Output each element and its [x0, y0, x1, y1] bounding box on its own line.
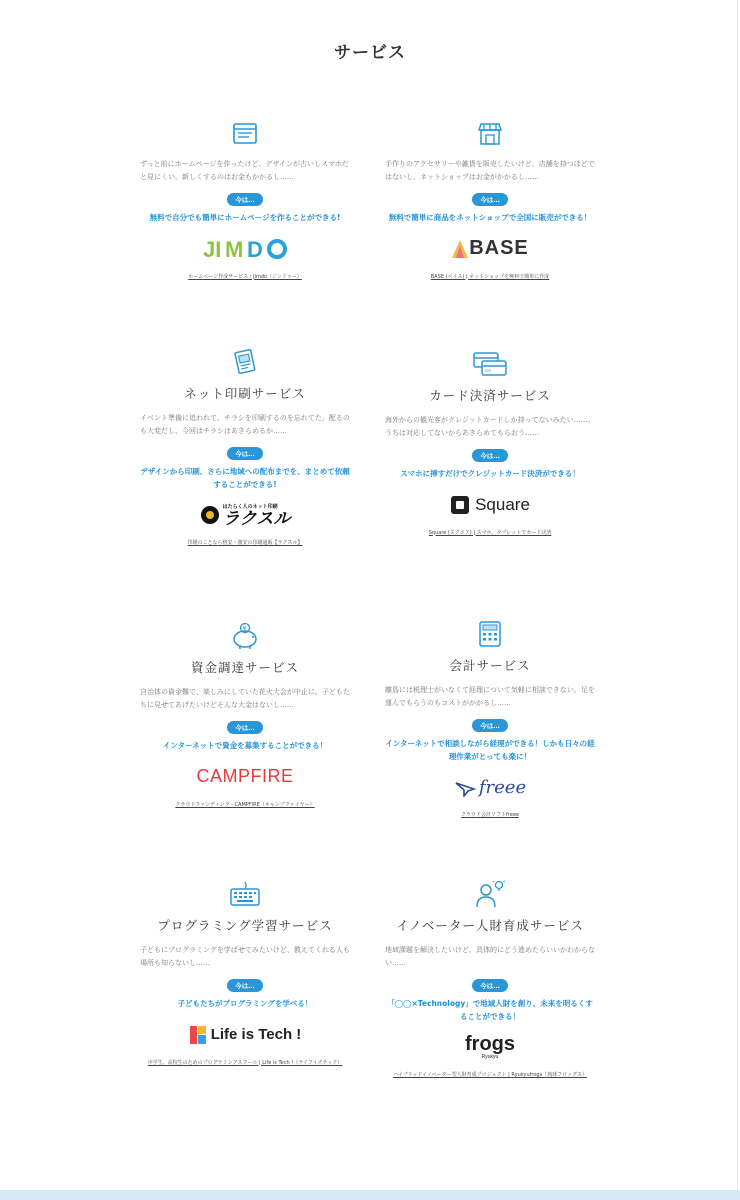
service-card-lifeistech — [140, 880, 350, 1068]
scrollbar-track[interactable] — [737, 0, 738, 1190]
square-logo[interactable] — [385, 491, 595, 519]
service-link[interactable]: Square (スクエア) | スマホ、タブレットでカード決済 — [428, 529, 552, 536]
service-link[interactable]: 印刷のことなら格安・激安の印刷通販【ラクスル】 — [187, 540, 303, 546]
page-title: サービス — [334, 43, 406, 63]
now-badge: 今は… — [472, 449, 508, 462]
service-title: プログラミング学習サービス — [157, 918, 333, 933]
frogs-logo-sub: Ryukyu — [481, 1054, 499, 1060]
service-card-frogs — [385, 880, 595, 1080]
now-badge: 今は… — [472, 719, 508, 732]
svg-text:M: M — [225, 237, 244, 260]
service-card-freee — [385, 620, 595, 820]
now-badge: 今は… — [227, 447, 263, 460]
service-catchcopy: スマホに挿すだけでクレジットカード決済ができる！ — [400, 469, 580, 478]
lifeistech-logo[interactable] — [140, 1021, 350, 1049]
base-logo-text: BASE — [469, 237, 529, 259]
service-title: 会計サービス — [449, 658, 531, 673]
service-link[interactable]: クラウド会計ソフトfreee — [461, 812, 519, 818]
credit-card-icon — [385, 350, 595, 378]
service-link[interactable]: ホームページ作成サービス・Jimdo（ジンドゥー） — [188, 273, 302, 280]
service-description: 地域課題を解決したいけど、具体的にどう進めたらいいかわからない…… — [385, 946, 595, 967]
service-card-square — [385, 350, 595, 538]
svg-text:¥: ¥ — [242, 625, 247, 633]
service-link[interactable]: 中学生、高校生のためのプログラミングスクール | Life is Tech !（ライフイズテック） — [147, 1059, 343, 1066]
service-title: ネット印刷サービス — [184, 386, 306, 401]
piggy-bank-icon — [140, 622, 350, 650]
service-title: カード決済サービス — [429, 388, 551, 403]
service-description: 離島には税理士がいなくて経理について気軽に相談できない。足を運んでもらうのもコストがかかるし…… — [385, 686, 595, 707]
service-link[interactable]: ハイブリッドイノベーター型人財育成プロジェクト | Ryukyufrogs（琉球フロッグス） — [392, 1072, 588, 1078]
calculator-icon — [385, 620, 595, 648]
jimdo-logo[interactable] — [140, 235, 350, 263]
square-logo-text: Square — [475, 494, 530, 514]
service-link[interactable]: クラウドファンディング - CAMPFIRE（キャンプファイヤー） — [175, 801, 315, 808]
campfire-logo-text: CAMPFIRE — [196, 766, 294, 786]
now-badge: 今は… — [472, 979, 508, 992]
service-catchcopy: 無料で簡単に商品をネットショップで全国に販売ができる！ — [388, 213, 592, 222]
raksul-logo[interactable] — [140, 501, 350, 529]
campfire-logo[interactable] — [140, 763, 350, 791]
service-catchcopy: デザインから印刷、さらに地域への配布までを、まとめて依頼することができる! — [140, 467, 350, 489]
freee-logo-text: freee — [478, 776, 527, 798]
frogs-logo[interactable] — [385, 1033, 595, 1061]
frogs-logo-text: frogs — [465, 1033, 515, 1055]
service-description: イベント準備に追われて、チラシを印刷するのを忘れてた。配るのも大変だし、今回はチラシはあきらめるか…… — [140, 414, 350, 435]
keyboard-icon — [140, 880, 350, 908]
service-catchcopy: 「◯◯×Technology」で地域人財を創り、未来を明るくすることができる！ — [387, 999, 593, 1021]
lifeistech-logo-text: Life is Tech ! — [210, 1026, 302, 1043]
now-badge: 今は… — [472, 193, 508, 206]
footer-band — [0, 1190, 740, 1200]
storefront-icon — [385, 120, 595, 148]
person-idea-icon — [385, 880, 595, 908]
service-catchcopy: インターネットで相談しながら経理ができる！しかも日々の経理作業がとっても楽に！ — [385, 739, 595, 761]
raksul-logo-text: ラクスル — [222, 508, 291, 529]
service-title: イノベーター人財育成サービス — [396, 918, 584, 933]
svg-text:D: D — [247, 237, 263, 260]
browser-window-icon — [140, 120, 350, 148]
service-description: 手作りのアクセサリーや雑貨を販売したいけど、店舗を持つほどではないし、ネットショップはお金がかかるし…… — [385, 160, 595, 181]
service-catchcopy: 子どもたちがプログラミングを学べる！ — [177, 999, 313, 1008]
service-description: 海外からの観光客がクレジットカードしか持ってないみたい……。うちは対応してないからあきらめてもらおう…… — [385, 416, 595, 437]
service-card-base — [385, 120, 595, 282]
service-description: 自治体の資金難で、楽しみにしていた花火大会が中止に。子どもたちに見せてあげたいけどそんな大金はないし…… — [140, 688, 350, 709]
now-badge: 今は… — [227, 193, 263, 206]
freee-logo[interactable] — [385, 773, 595, 801]
service-title: 資金調達サービス — [190, 660, 299, 675]
printed-flyer-icon — [140, 348, 350, 376]
service-description: ずっと前にホームページを作ったけど、デザインが古いしスマホだと見にくい。新しくするのはお金もかかるし…… — [140, 160, 349, 181]
service-catchcopy: 無料で自分でも簡単にホームページを作ることができる! — [149, 213, 341, 222]
raksul-tagline: はたらく人のネット印刷 — [222, 503, 278, 510]
service-card-raksul — [140, 348, 350, 548]
service-link[interactable]: BASE (ベイス) | ネットショップを無料で簡単に作成 — [430, 273, 550, 280]
service-card-campfire — [140, 622, 350, 810]
now-badge: 今は… — [227, 721, 263, 734]
service-catchcopy: インターネットで資金を募集することができる！ — [162, 741, 328, 750]
service-description: 子どもにプログラミングを学ばせてみたいけど、教えてくれる人も場所も知らないし…… — [140, 946, 350, 967]
svg-text:JI: JI — [203, 237, 222, 260]
base-logo[interactable] — [385, 235, 595, 263]
now-badge: 今は… — [227, 979, 263, 992]
service-card-jimdo — [140, 120, 350, 282]
